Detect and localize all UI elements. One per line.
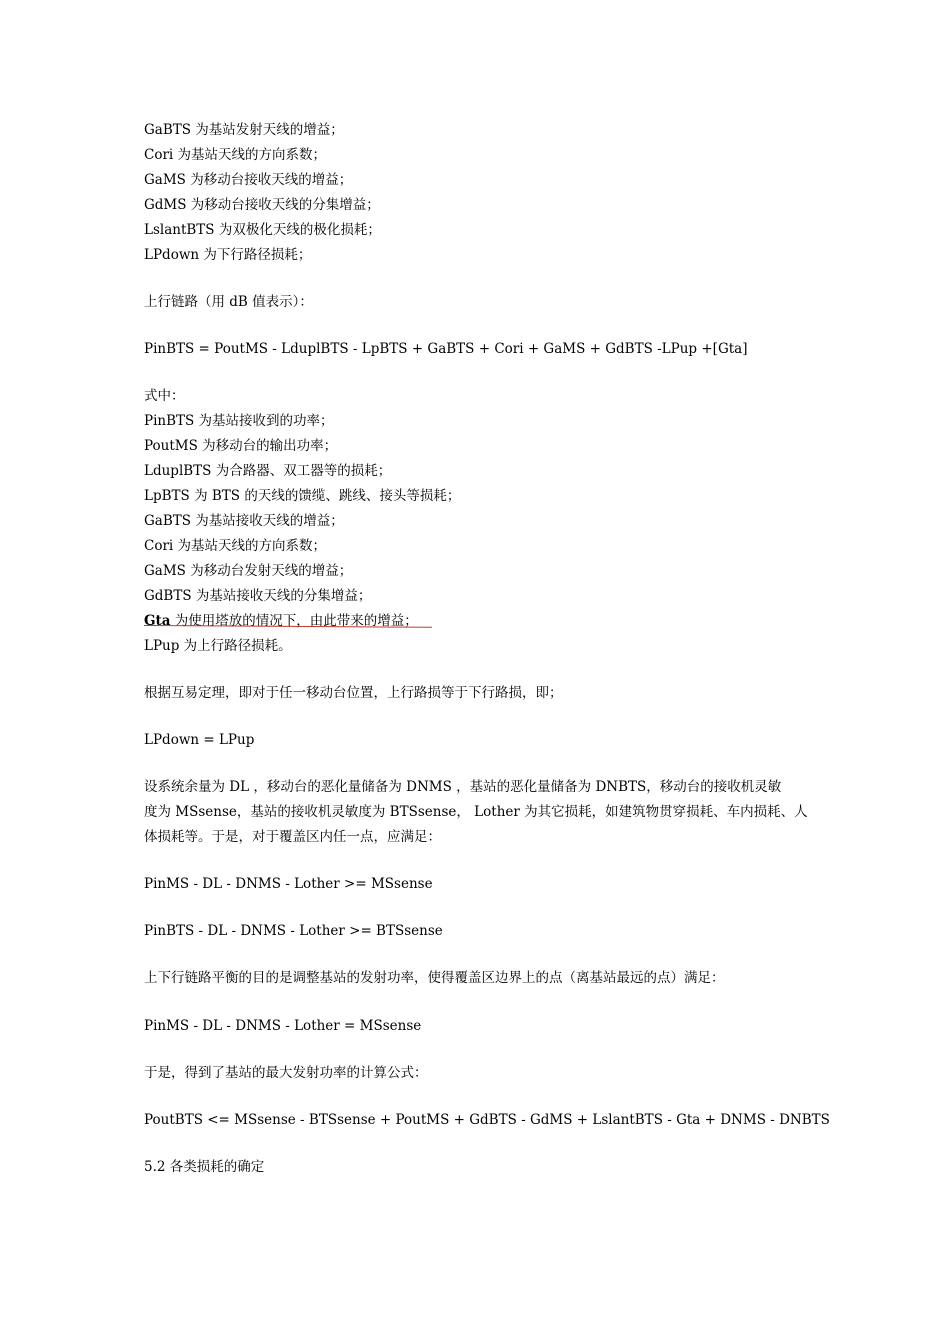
gta-term: Gta: [144, 613, 171, 629]
def-gabts-rx: GaBTS 为基站接收天线的增益；: [144, 513, 344, 529]
def-gams-rx: GaMS 为移动台接收天线的增益；: [144, 172, 353, 188]
def-lpdown: LPdown 为下行路径损耗；: [144, 247, 312, 263]
uplink-formula: PinBTS = PoutMS - LduplBTS - LpBTS + GaBTS + Cori + GaMS + GdBTS -LPup +[Gta]: [144, 341, 748, 357]
equal-formula: LPdown = LPup: [144, 732, 255, 748]
balance-text: 上下行链路平衡的目的是调整基站的发射功率，使得覆盖区边界上的点（离基站最远的点）满足：: [144, 970, 725, 986]
def-lduplbts: LduplBTS 为合路器、双工器等的损耗；: [144, 463, 392, 479]
def-lslantbts: LslantBTS 为双极化天线的极化损耗；: [144, 222, 381, 238]
balance-formula: PinMS - DL - DNMS - Lother = MSsense: [144, 1018, 422, 1034]
def-cori-2: Cori 为基站天线的方向系数；: [144, 538, 327, 554]
def-gams-tx: GaMS 为移动台发射天线的增益；: [144, 563, 353, 579]
uplink-heading: 上行链路（用 dB 值表示）：: [144, 294, 313, 310]
def-lpbts: LpBTS 为 BTS 的天线的馈缆、跳线、接头等损耗；: [144, 488, 461, 504]
condition-bts: PinBTS - DL - DNMS - Lother >= BTSsense: [144, 923, 443, 939]
def-gdbts: GdBTS 为基站接收天线的分集增益；: [144, 588, 372, 604]
def-gdms: GdMS 为移动台接收天线的分集增益；: [144, 197, 380, 213]
gta-definition: 为使用塔放的情况下，由此带来的增益；: [170, 613, 418, 629]
section-heading: 5.2 各类损耗的确定: [144, 1159, 265, 1175]
def-gabts-tx: GaBTS 为基站发射天线的增益；: [144, 122, 344, 138]
margin-para-line-1: 设系统余量为 DL ，移动台的恶化量储备为 DNMS ，基站的恶化量储备为 DNBTS，移动台的接收机灵敏: [144, 779, 782, 795]
where-label: 式中：: [144, 388, 185, 404]
max-power-formula: PoutBTS <= MSsense - BTSsense + PoutMS + GdBTS - GdMS + LslantBTS - Gta + DNMS - DNBTS: [144, 1112, 830, 1128]
def-pinbts: PinBTS 为基站接收到的功率；: [144, 413, 334, 429]
result-text: 于是，得到了基站的最大发射功率的计算公式：: [144, 1065, 428, 1081]
reciprocity-text: 根据互易定理，即对于任一移动台位置，上行路损等于下行路损，即；: [144, 685, 563, 701]
def-lpup: LPup 为上行路径损耗。: [144, 638, 292, 654]
margin-para-line-3: 体损耗等。于是，对于覆盖区内任一点，应满足：: [144, 829, 441, 845]
def-poutms: PoutMS 为移动台的输出功率；: [144, 438, 338, 454]
condition-ms: PinMS - DL - DNMS - Lother >= MSsense: [144, 876, 433, 892]
margin-para-line-2: 度为 MSsense，基站的接收机灵敏度为 BTSsense， Lother 为其它损耗，如建筑物贯穿损耗、车内损耗、人: [144, 804, 808, 820]
def-cori: Cori 为基站天线的方向系数；: [144, 147, 327, 163]
